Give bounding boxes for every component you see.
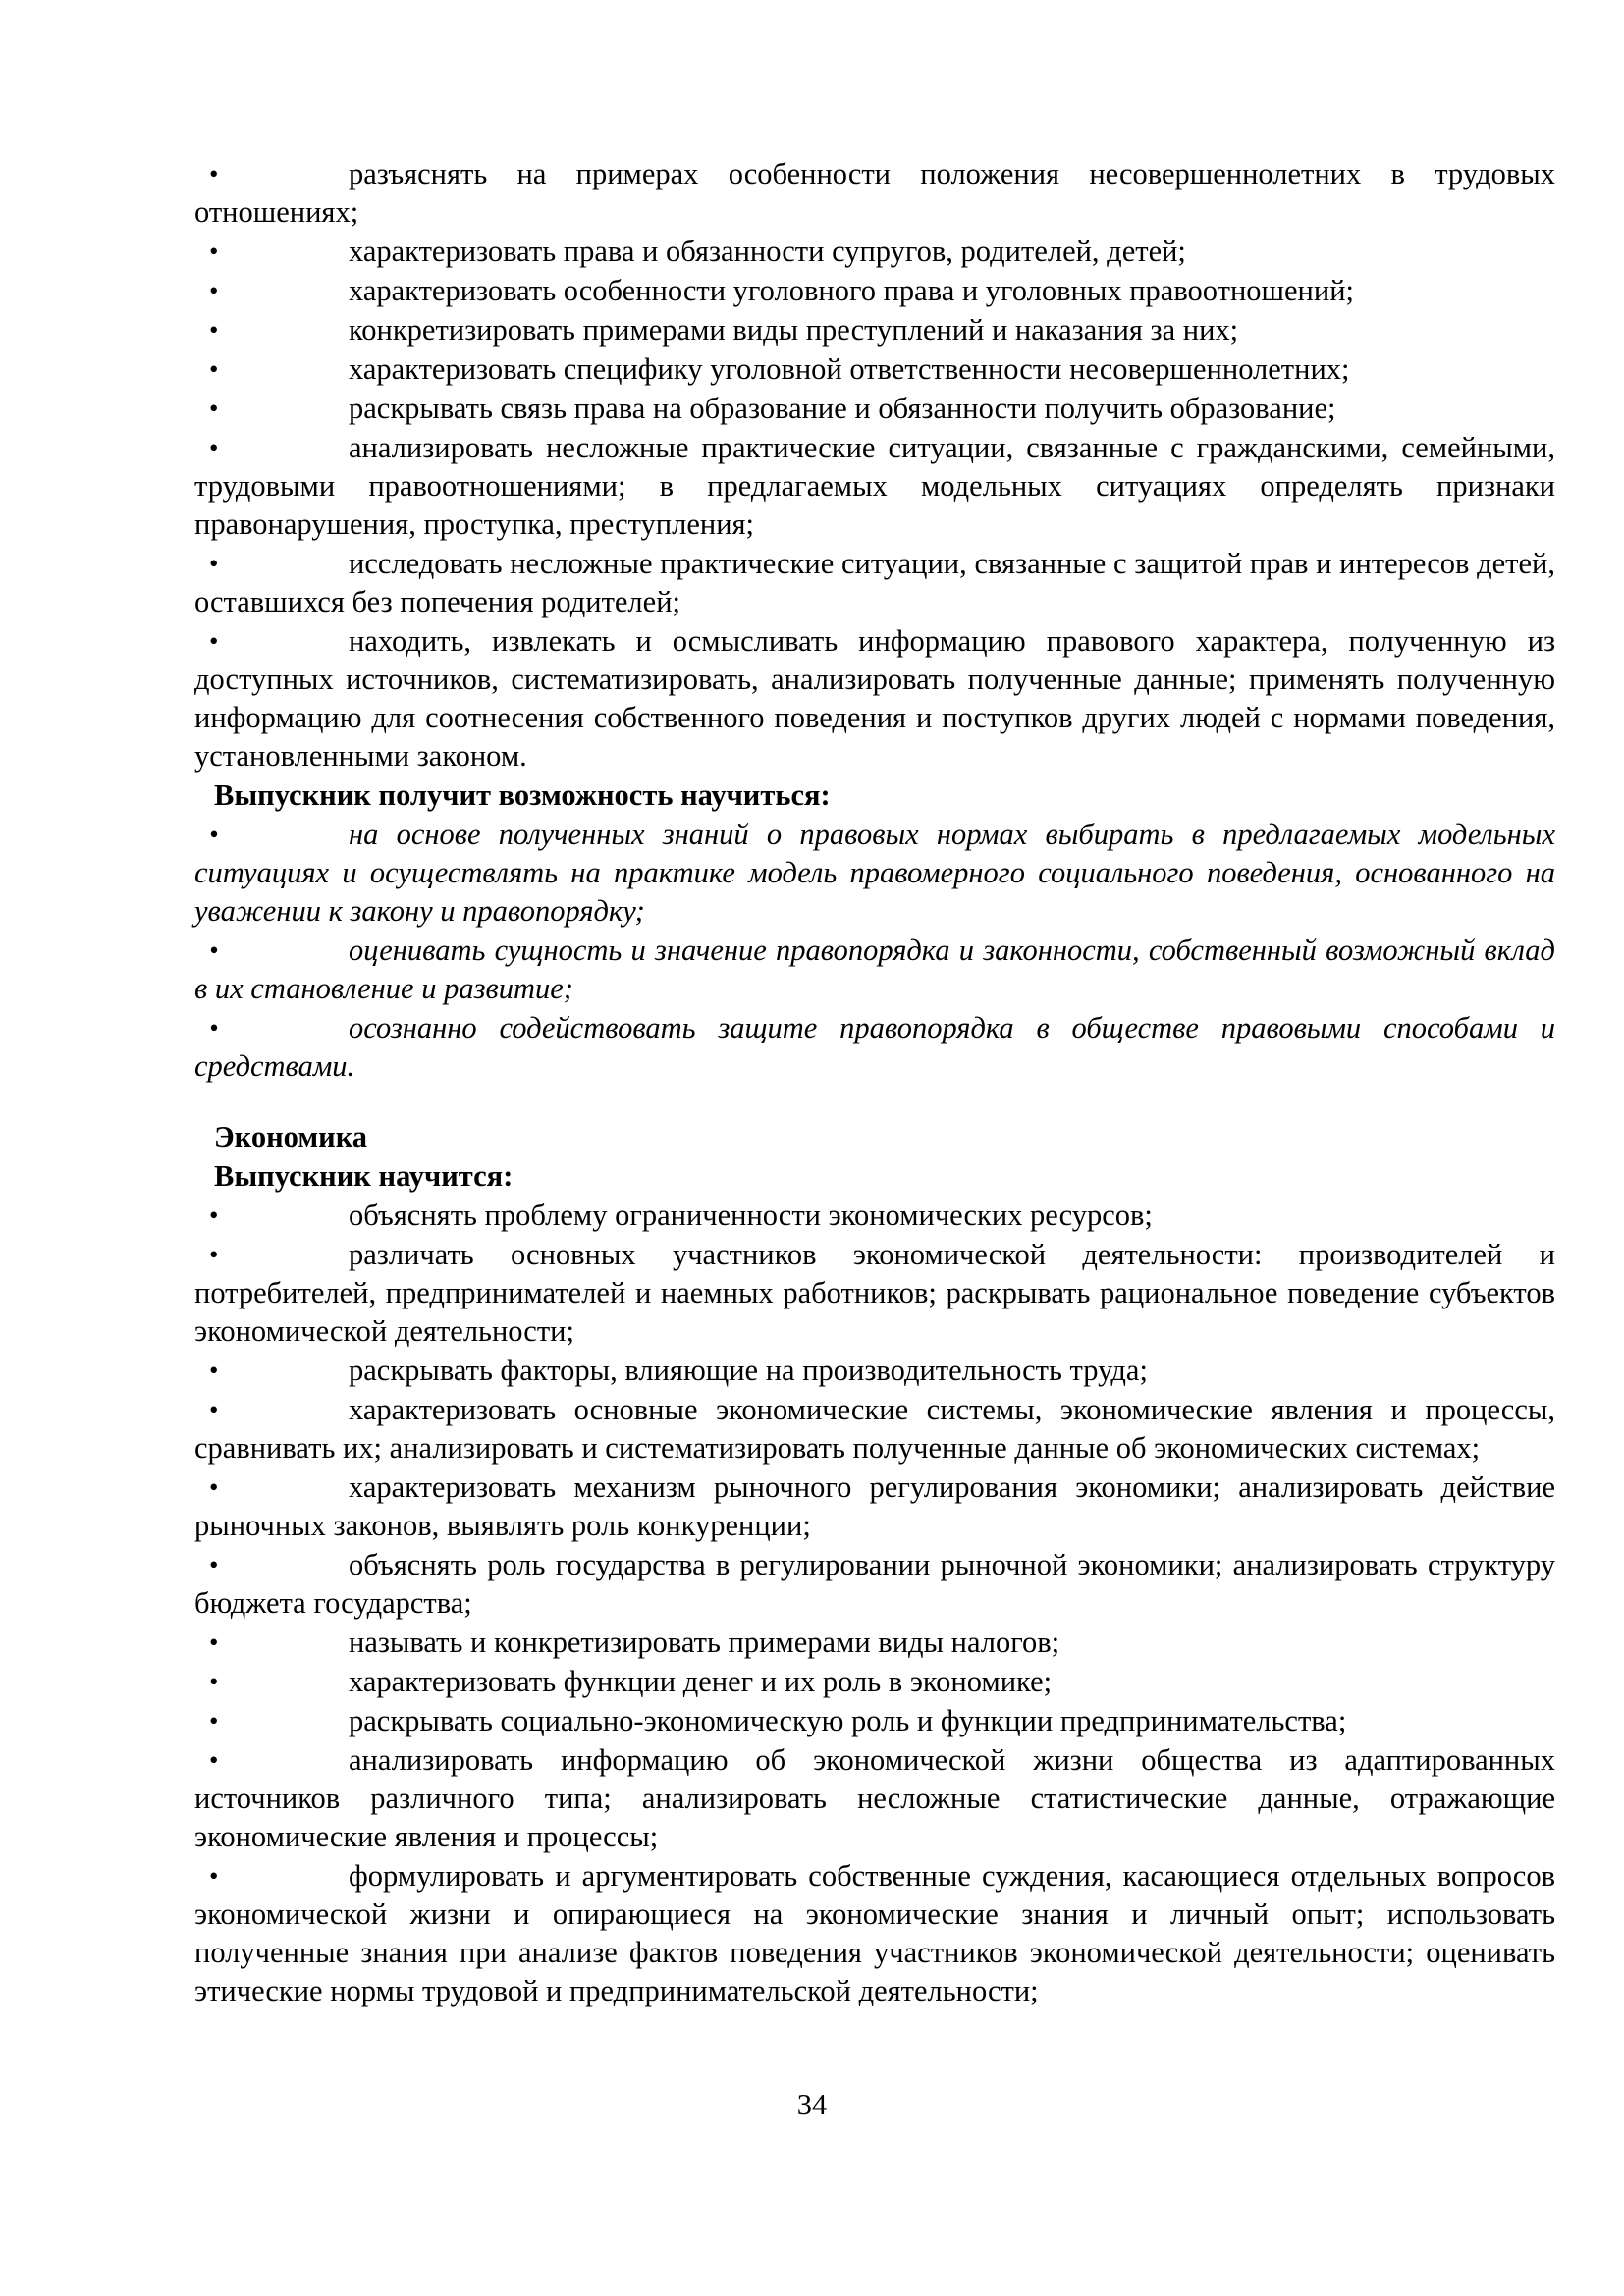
list-item: • исследовать несложные практические ситуации, связанные с защитой прав и интересов детей, оставшихся без попечения родителей; — [194, 547, 1555, 618]
list-item: • находить, извлекать и осмысливать информацию правового характера, полученную из доступных источников, систематизировать, анализировать полученные данные; применять полученную информацию для соотнесения собственного поведения и поступков других людей с нормами поведения, установленными законом. — [194, 624, 1555, 773]
bullet-icon: • — [209, 1667, 219, 1696]
bullet-icon: • — [209, 315, 219, 345]
bullet-icon: • — [209, 1240, 219, 1269]
bullet-icon: • — [209, 1395, 219, 1424]
list-item: • объяснять роль государства в регулировании рыночной экономики; анализировать структуру бюджета государства; — [194, 1548, 1555, 1620]
list-item: • анализировать несложные практические ситуации, связанные с гражданскими, семейными, трудовыми правоотношениями; в предлагаемых модельных ситуациях определять признаки правонарушения, проступка, преступления; — [194, 431, 1555, 541]
list-item: • разъяснять на примерах особенности положения несовершеннолетних в трудовых отношениях; — [194, 157, 1555, 229]
bullet-icon: • — [209, 1201, 219, 1230]
bullet-icon: • — [209, 1472, 219, 1502]
list-item: • характеризовать особенности уголовного права и уголовных правоотношений; — [194, 272, 1555, 310]
opportunity-heading: Выпускник получит возможность научиться: — [214, 778, 831, 812]
bullet-icon: • — [209, 1628, 219, 1657]
list-item: • конкретизировать примерами виды преступлений и наказания за них; — [194, 311, 1555, 349]
bullet-icon: • — [209, 1013, 219, 1042]
list-item: • характеризовать механизм рыночного регулирования экономики; анализировать действие рыночных законов, выявлять роль конкуренции; — [194, 1470, 1555, 1542]
bullet-icon: • — [209, 626, 219, 656]
bullet-icon: • — [209, 1745, 219, 1775]
bullet-icon: • — [209, 935, 219, 965]
bullet-icon: • — [209, 394, 219, 423]
list-item: • характеризовать функции денег и их роль в экономике; — [194, 1663, 1555, 1701]
list-item: • раскрывать факторы, влияющие на производительность труда; — [194, 1352, 1555, 1390]
document-page — [194, 155, 1555, 2011]
list-item: • формулировать и аргументировать собственные суждения, касающиеся отдельных вопросов экономической жизни и опирающиеся на экономические знания и личный опыт; использовать полученные знания при анализе фактов поведения участников экономической деятельности; оценивать этические нормы трудовой и предпринимательской деятельности; — [194, 1859, 1555, 2007]
list-item: • объяснять проблему ограниченности экономических ресурсов; — [194, 1197, 1555, 1235]
list-item: • анализировать информацию об экономической жизни общества из адаптированных источников различного типа; анализировать несложные статистические данные, отражающие экономические явления и процессы; — [194, 1743, 1555, 1853]
list-item: • называть и конкретизировать примерами виды налогов; — [194, 1624, 1555, 1662]
learn-heading: Выпускник научится: — [214, 1159, 514, 1193]
list-item: • раскрывать социально-экономическую роль и функции предпринимательства; — [194, 1702, 1555, 1740]
list-item: • различать основных участников экономической деятельности: производителей и потребителей, предпринимателей и наемных работников; раскрывать рациональное поведение субъектов экономической деятельности; — [194, 1238, 1555, 1348]
page-number: 34 — [796, 2088, 828, 2121]
list-item: • характеризовать права и обязанности супругов, родителей, детей; — [194, 233, 1555, 271]
bullet-icon: • — [209, 159, 219, 188]
list-item: • осознанно содействовать защите правопорядка в обществе правовыми способами и средствами. — [194, 1011, 1555, 1083]
bullet-icon: • — [209, 1550, 219, 1579]
bullet-icon: • — [209, 1861, 219, 1891]
list-item: • оценивать сущность и значение правопорядка и законности, собственный возможный вклад в их становление и развитие; — [194, 934, 1555, 1005]
list-item: • на основе полученных знаний о правовых нормах выбирать в предлагаемых модельных ситуациях и осуществлять на практике модель правомерного социального поведения, основанного на уважении к закону и правопорядку; — [194, 818, 1555, 928]
bullet-icon: • — [209, 1356, 219, 1385]
bullet-icon: • — [209, 549, 219, 578]
section-title: Экономика — [214, 1120, 368, 1153]
list-item: • характеризовать специфику уголовной ответственности несовершеннолетних; — [194, 350, 1555, 389]
bullet-icon: • — [209, 276, 219, 305]
bullet-icon: • — [209, 433, 219, 462]
bullet-icon: • — [209, 354, 219, 384]
bullet-icon: • — [209, 237, 219, 266]
list-item: • раскрывать связь права на образование и обязанности получить образование; — [194, 390, 1555, 428]
bullet-icon: • — [209, 820, 219, 849]
list-item: • характеризовать основные экономические системы, экономические явления и процессы, сравнивать их; анализировать и систематизировать полученные данные об экономических системах; — [194, 1393, 1555, 1465]
section-gap — [194, 1087, 1555, 1118]
bullet-icon: • — [209, 1706, 219, 1735]
